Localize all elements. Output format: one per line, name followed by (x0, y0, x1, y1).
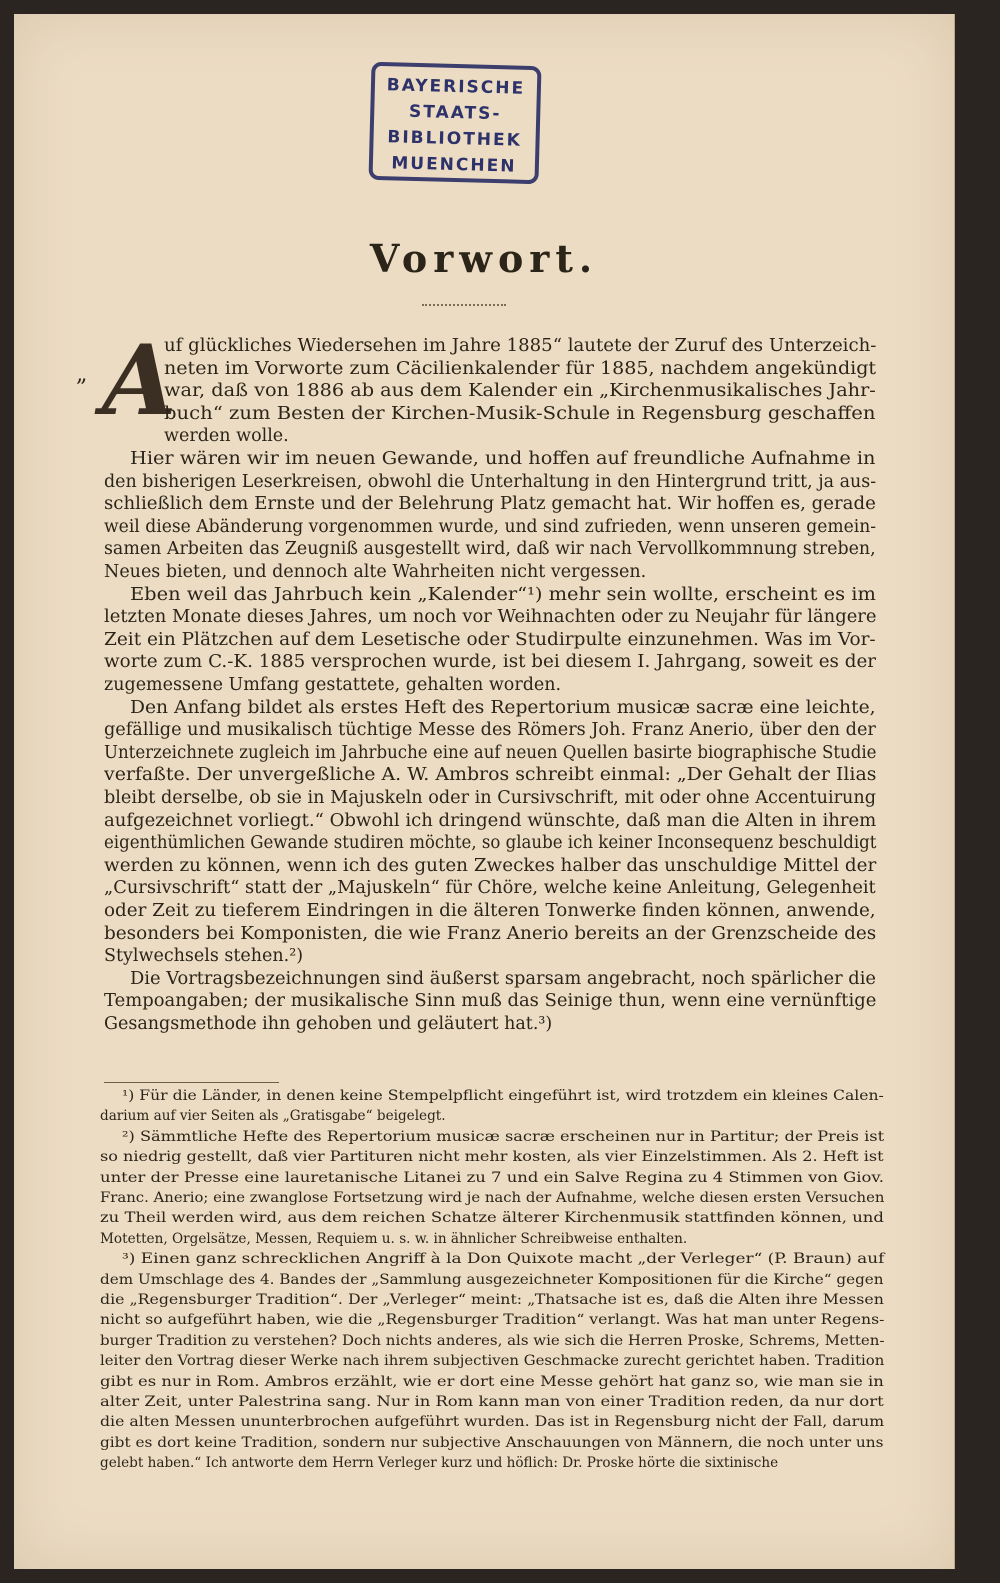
footnote-line: gibt es dort keine Tradition, sondern nur subjective Anschauungen von Männern, die noch unter uns (100, 1434, 884, 1451)
footnote-line: nicht so aufgeführt haben, wie die „Regensburger Tradition“ verlangt. Was hat man unter Regens- (100, 1312, 885, 1329)
footnote-line: die alten Messen ununterbrochen aufgeführt wurden. Das ist in Regensburg nicht der Fall, darum (100, 1414, 885, 1431)
footnote-line: Motetten, Orgelsätze, Messen, Requiem u. s. w. in ähnlicher Schreibweise enthalten. (100, 1230, 688, 1247)
opening-quote: „ (76, 362, 88, 387)
footnote-line: ¹) Für die Länder, in denen keine Stempelpflicht eingeführt ist, wird trotzdem ein kleines Calen- (122, 1088, 884, 1104)
text-line: Unterzeichnete zugleich im Jahrbuche eine auf neuen Quellen basirte biographische Studie (104, 742, 877, 763)
footnote-line: dem Umschlage des 4. Bandes der „Sammlung ausgezeichneter Kompositionen für die Kirche“ gegen (100, 1271, 884, 1288)
text-line: werden zu können, wenn ich des guten Zweckes halber das unschuldige Mittel der (104, 855, 877, 876)
text-line: werden wolle. (164, 426, 289, 447)
text-line: uf glückliches Wiedersehen im Jahre 1885“ lautete der Zuruf des Unterzeich- (164, 336, 877, 356)
footnote-line: unter der Presse eine lauretanische Litanei zu 7 und ein Salve Regina zu 4 Stimmen von Giov. (100, 1169, 884, 1186)
footnote-line: gibt es nur in Rom. Ambros erzählt, wie er dort eine Messe gehört hat ganz so, wie man sie in (100, 1373, 884, 1390)
text-line: Zeit ein Plätzchen auf dem Lesetische oder Studirpulte einzunehmen. Was im Vor- (104, 629, 876, 650)
text-line: buch“ zum Besten der Kirchen-Musik-Schule in Regensburg geschaffen (164, 403, 876, 424)
footnote-line: so niedrig gestellt, daß vier Partituren nicht mehr kosten, als vier Einzelstimmen. Als 2. Heft ist (100, 1149, 884, 1166)
stamp-line: BIBLIOTHEK (387, 127, 523, 151)
text-line: schließlich dem Ernste und der Belehrung Platz gemacht hat. Wir hoffen es, gerade (104, 494, 876, 515)
text-line: samen Arbeiten das Zeugniß ausgestellt wird, daß wir nach Vervollkommnung streben, (104, 539, 876, 560)
footnote-separator (104, 1082, 279, 1083)
text-line: weil diese Abänderung vorgenommen wurde, und sind zufrieden, wenn unseren gemein- (104, 516, 877, 537)
decorated-initial: A (102, 324, 177, 437)
text-line: Neues bieten, und dennoch alte Wahrheiten nicht vergessen. (104, 562, 647, 582)
text-line: oder Zeit zu tieferem Eindringen in die älteren Tonwerke finden können, anwende, (104, 901, 876, 921)
text-line: war, daß von 1886 ab aus dem Kalender ein „Kirchenmusikalisches Jahr- (164, 381, 876, 402)
text-line: worte zum C.-K. 1885 versprochen wurde, ist bei diesem I. Jahrgang, soweit es der (104, 652, 877, 673)
text-line: bleibt derselbe, ob sie in Majuskeln oder in Cursivschrift, mit oder ohne Accentuirung (104, 788, 877, 808)
text-line: verfaßte. Der unvergeßliche A. W. Ambros schreibt einmal: „Der Gehalt der Ilias (104, 765, 877, 786)
text-line: Stylwechsels stehen.²) (104, 946, 304, 967)
text-line: Tempoangaben; der musikalische Sinn muß das Seinige thun, wenn eine vernünftige (104, 991, 877, 1012)
document-page (14, 14, 955, 1569)
footnote-line: alter Zeit, unter Palestrina sang. Nur in Rom kann man von einer Tradition reden, da nur dort (100, 1394, 884, 1410)
title-ornament (422, 304, 506, 306)
text-line: eigenthümlichen Gewande studiren möchte, so glaube ich keiner Inconsequenz beschuldigt (104, 833, 877, 854)
text-line: Gesangsmethode ihn gehoben und geläutert hat.³) (104, 1014, 553, 1034)
footnote-line: darium auf vier Seiten als „Gratisgabe“ beigelegt. (100, 1108, 446, 1125)
text-line: Die Vortragsbezeichnungen sind äußerst sparsam angebracht, noch spärlicher die (130, 968, 876, 989)
footnote-line: Franc. Anerio; eine zwanglose Fortsetzung wird je nach der Aufnahme, welche diesen ersten Versuchen (100, 1190, 885, 1206)
text-line: zugemessene Umfang gestattete, gehalten worden. (104, 675, 562, 695)
stamp-line: MUENCHEN (391, 153, 517, 177)
text-line: besonders bei Komponisten, die wie Franz Anerio bereits an der Grenzscheide des (104, 923, 877, 944)
text-line: „Cursivschrift“ statt der „Majuskeln“ für Chöre, welche keine Anleitung, Gelegenheit (104, 878, 876, 899)
stamp-line: STAATS- (408, 101, 502, 125)
stamp-line: BAYERISCHE (386, 75, 526, 99)
library-stamp (368, 62, 541, 184)
footnote-line: leiter den Vortrag dieser Werke nach ihrem subjectiven Geschmacke zurecht gerichtet haben. Tradition (100, 1353, 885, 1370)
page-title: Vorwort. (369, 236, 599, 281)
text-line: Hier wären wir im neuen Gewande, und hoffen auf freundliche Aufnahme in (130, 449, 876, 469)
text-line: neten im Vorworte zum Cäcilienkalender für 1885, nachdem angekündigt (164, 358, 877, 379)
text-line: gefällige und musikalisch tüchtige Messe des Römers Joh. Franz Anerio, über den der (104, 720, 876, 741)
text-line: den bisherigen Leserkreisen, obwohl die Unterhaltung in den Hintergrund tritt, ja aus- (104, 471, 877, 492)
footnote-line: die „Regensburger Tradition“. Der „Verleger“ meint: „Thatsache ist es, daß die Alten ihre Messen (100, 1292, 884, 1308)
text-line: aufgezeichnet vorliegt.“ Obwohl ich dringend wünschte, daß man die Alten in ihrem (104, 810, 877, 831)
footnote-line: zu Theil werden wird, aus dem reichen Schatze älterer Kirchenmusik stattfinden können, und (100, 1210, 884, 1227)
footnote-line: gelebt haben.“ Ich antworte dem Herrn Verleger kurz und höflich: Dr. Proske hörte die sixtinische (100, 1455, 779, 1472)
text-line: Eben weil das Jahrbuch kein „Kalender“¹) mehr sein wollte, erscheint es im (130, 584, 876, 605)
footnote-line: ³) Einen ganz schrecklichen Angriff à la Don Quixote macht „der Verleger“ (P. Braun) auf (122, 1251, 885, 1268)
footnote-line: burger Tradition zu verstehen? Doch nichts anderes, als wie sich die Herren Proske, Schrems, Metten- (100, 1332, 885, 1349)
text-line: letzten Monate dieses Jahres, um noch vor Weihnachten oder zu Neujahr für längere (104, 607, 877, 628)
footnote-line: ²) Sämmtliche Hefte des Repertorium musicæ sacræ erscheinen nur in Partitur; der Preis ist (122, 1128, 885, 1145)
text-line: Den Anfang bildet als erstes Heft des Repertorium musicæ sacræ eine leichte, (130, 697, 876, 718)
